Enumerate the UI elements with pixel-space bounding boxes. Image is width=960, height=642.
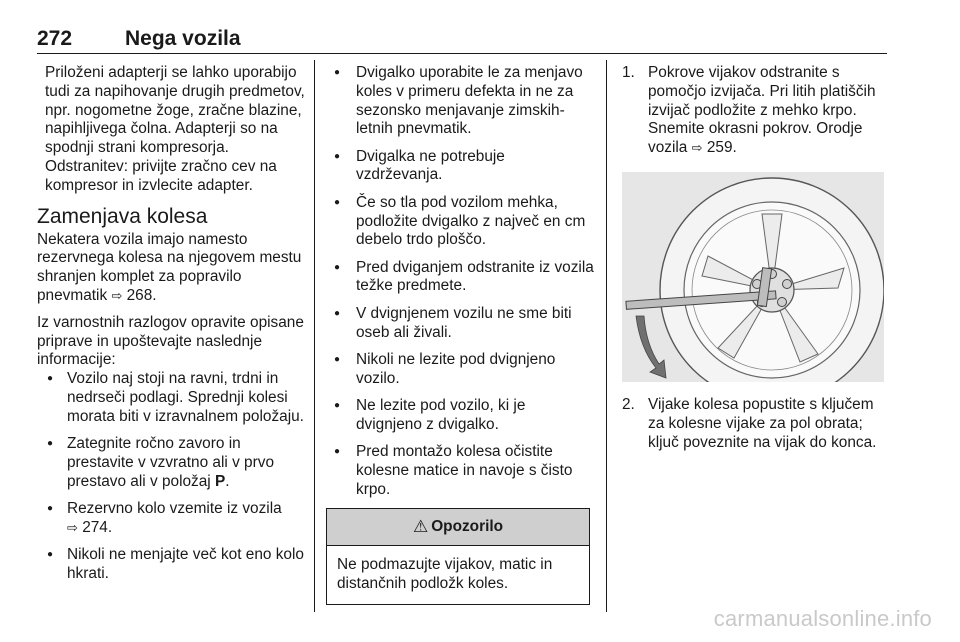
- section-heading: Zamenjava kolesa: [37, 204, 208, 228]
- page-ref-arrow-icon: ⇨: [691, 140, 703, 156]
- column-middle: [326, 64, 594, 605]
- steps-list: [622, 64, 890, 158]
- list-item: ● Nikoli ne lezite pod dvignjeno vozilo.: [326, 351, 594, 389]
- page-ref-arrow-icon: ⇨: [111, 287, 123, 303]
- step-number: 1.: [622, 64, 635, 81]
- warning-title: Opozorilo: [431, 517, 504, 535]
- page-ref-arrow-icon: ⇨: [67, 519, 78, 535]
- list-item: ● Vozilo naj stoji na ravni, trdni in nedrseči podlagi. Sprednji kolesi morata biti v izravnalnem položaju.: [37, 370, 305, 426]
- step-number: 2.: [622, 395, 635, 413]
- step-item: 2. Vijake kolesa popustite s ključem za kolesne vijake za pol obrata; ključ poveznite na vijak do konca.: [622, 395, 877, 451]
- page-title: Nega vozila: [125, 27, 241, 50]
- warning-box: [326, 508, 590, 605]
- column-divider-left: [314, 60, 315, 612]
- list-item: ● Pred montažo kolesa očistite kolesne matice in navoje s čisto krpo.: [326, 443, 594, 499]
- safety-list: [37, 370, 305, 583]
- watermark-text: carmanualsonline.info: [713, 606, 932, 631]
- list-item: ● Dvigalko uporabite le za menjavo koles v primeru defekta in ne za sezonsko menjavanje zimskih-letnih pnevmatik.: [326, 64, 594, 139]
- warning-text: Ne podmazujte vijakov, matic in distančnih podložk koles.: [337, 555, 553, 592]
- column-left: [37, 64, 305, 592]
- column-right: [622, 64, 890, 452]
- safety-intro-paragraph: Iz varnostnih razlogov opravite opisane priprave in upoštevajte naslednje informacije:: [37, 313, 304, 369]
- page-ref-link[interactable]: 259.: [706, 139, 737, 157]
- list-item: ● Zategnite ročno zavoro in prestavite v vzvratno ali v prvo prestavo ali v položaj P.: [37, 435, 305, 491]
- adapter-intro-text: Priloženi adapterji se lahko uporabijo tudi za napihovanje drugih predmetov, npr. nogometne žoge, zračne blazine, napihljivega čolna. Adapterji so na spodnji strani kompresorja. Odstranitev: privijte zračno cev na kompresor in izvlecite adapter.: [45, 64, 305, 194]
- repair-kit-paragraph: Nekatera vozila imajo namesto rezervnega kolesa na njegovem mestu shranjen komplet za popravilo pnevmatik ⇨ 268.: [37, 230, 302, 304]
- jack-safety-list: [326, 64, 594, 499]
- step-item: 1. Pokrove vijakov odstranite s pomočjo izvijača. Pri litih platiščih izvijač podložite z mehko krpo. Snemite okrasni pokrov. Orodje vozila ⇨ 259.: [622, 64, 876, 157]
- list-item: ● Ne lezite pod vozilo, ki je dvignjeno z dvigalko.: [326, 397, 594, 435]
- page-number: 272: [37, 27, 73, 50]
- wheel-illustration-svg: [622, 172, 884, 382]
- steps-list-continued: [622, 396, 890, 452]
- page-ref-link[interactable]: 268.: [126, 286, 157, 304]
- list-item: ● Nikoli ne menjajte več kot eno kolo hkrati.: [37, 546, 305, 584]
- park-position-label: P: [215, 472, 226, 490]
- column-divider-right: [606, 60, 607, 612]
- list-item: ● V dvignjenem vozilu ne sme biti oseb ali živali.: [326, 305, 594, 343]
- warning-triangle-icon: ⚠: [412, 516, 429, 536]
- page-ref-link[interactable]: 274.: [82, 518, 113, 536]
- list-item: ● Pred dviganjem odstranite iz vozila težke predmete.: [326, 259, 594, 297]
- list-item: ● Dvigalka ne potrebuje vzdrževanja.: [326, 148, 594, 186]
- warning-header: [327, 509, 589, 546]
- page-header: [37, 25, 887, 54]
- wheel-wrench-illustration: [622, 172, 884, 382]
- list-item: ● Rezervno kolo vzemite iz vozila ⇨ 274.: [37, 500, 305, 538]
- list-item: ● Če so tla pod vozilom mehka, podložite dvigalko z največ en cm debelo trdo ploščo.: [326, 194, 594, 250]
